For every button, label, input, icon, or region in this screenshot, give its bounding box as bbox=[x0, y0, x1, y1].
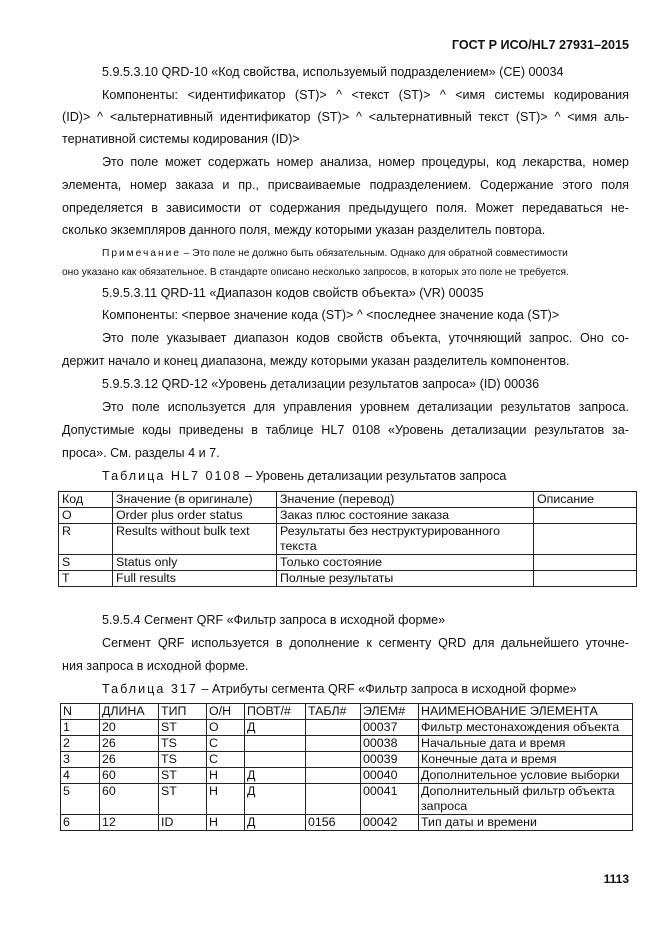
paragraph-line: Компоненты: <первое значение кода (ST)> ^ <последнее значение кода (ST)> bbox=[102, 308, 560, 322]
table-cell: 6 bbox=[61, 815, 100, 831]
table-cell: TS bbox=[159, 736, 207, 752]
table-cell: Результаты без неструктурированного текста bbox=[277, 524, 534, 555]
table-cell: Фильтр местонахождения объекта bbox=[419, 720, 633, 736]
column-header: Код bbox=[59, 492, 113, 508]
table-cell bbox=[306, 720, 361, 736]
note-line: оно указано как обязательное. В стандарте описано несколько запросов, в которых это поле не требуется. bbox=[62, 267, 569, 278]
table-cell: 26 bbox=[100, 736, 159, 752]
paragraph-line: (ID)> ^ <альтернативный идентификатор (ST)> ^ <альтернативный текст (ST)> ^ <имя аль- bbox=[62, 110, 629, 124]
paragraph-line: проса». См. разделы 4 и 7. bbox=[62, 446, 220, 460]
note-label: Примечание bbox=[102, 248, 181, 259]
table-cell: Status only bbox=[113, 555, 277, 571]
column-header: Значение (перевод) bbox=[277, 492, 534, 508]
table-cell: Н bbox=[207, 784, 245, 815]
paragraph-line: Компоненты: <идентификатор (ST)> ^ <текст (ST)> ^ <имя системы кодирования bbox=[102, 88, 629, 102]
table-cell: 00042 bbox=[361, 815, 419, 831]
paragraph-line: сколько экземпляров данного поля, между которыми указан разделитель повтора. bbox=[62, 223, 546, 237]
table-cell: ID bbox=[159, 815, 207, 831]
table-cell: R bbox=[59, 524, 113, 555]
table-cell: 00040 bbox=[361, 768, 419, 784]
table-cell: Тип даты и времени bbox=[419, 815, 633, 831]
column-header: ДЛИНА bbox=[100, 704, 159, 720]
table-cell: Только состояние bbox=[277, 555, 534, 571]
table-cell: ST bbox=[159, 784, 207, 815]
table-cell: Full results bbox=[113, 571, 277, 587]
table-row bbox=[61, 784, 633, 815]
table-cell: 00038 bbox=[361, 736, 419, 752]
table-cell bbox=[245, 736, 306, 752]
table-row bbox=[61, 720, 633, 736]
table-cell: 00037 bbox=[361, 720, 419, 736]
paragraph-line: держит начало и конец диапазона, между которыми указан разделитель компонентов. bbox=[62, 354, 570, 368]
column-header: Описание bbox=[534, 492, 637, 508]
table-cell: 4 bbox=[61, 768, 100, 784]
table-caption-text: – Уровень детализации результатов запроса bbox=[241, 469, 507, 483]
paragraph-line: Это поле может содержать номер анализа, номер процедуры, код лекарства, номер bbox=[102, 155, 629, 169]
table-cell: Д bbox=[245, 815, 306, 831]
table-row bbox=[59, 571, 637, 587]
table-cell: Дополнительный фильтр объекта запроса bbox=[419, 784, 633, 815]
table-cell: 2 bbox=[61, 736, 100, 752]
table-cell bbox=[306, 784, 361, 815]
table-cell: 3 bbox=[61, 752, 100, 768]
paragraph-line: ния запроса в исходной форме. bbox=[62, 659, 249, 673]
section-title-qrf: 5.9.5.4 Сегмент QRF «Фильтр запроса в исходной форме» bbox=[102, 613, 446, 627]
table-cell: Results without bulk text bbox=[113, 524, 277, 555]
column-header: N bbox=[61, 704, 100, 720]
paragraph-line: Допустимые коды приведены в таблице HL7 0108 «Уровень детализации результатов за- bbox=[62, 423, 629, 437]
column-header: ЭЛЕМ# bbox=[361, 704, 419, 720]
table-cell: 5 bbox=[61, 784, 100, 815]
table-cell: 60 bbox=[100, 768, 159, 784]
table-cell: Order plus order status bbox=[113, 508, 277, 524]
table-cell bbox=[534, 524, 637, 555]
table-cell: Д bbox=[245, 784, 306, 815]
column-header: ПОВТ/# bbox=[245, 704, 306, 720]
table-cell: Н bbox=[207, 815, 245, 831]
table-cell: O bbox=[59, 508, 113, 524]
table-header-row bbox=[61, 704, 633, 720]
page-number: 1113 bbox=[603, 872, 629, 886]
table-cell: С bbox=[207, 752, 245, 768]
paragraph-line: определяется в зависимости от содержания предыдущего поля. Может передаваться не- bbox=[62, 201, 629, 215]
paragraph-line: элемента, номер заказа и пр., присваиваемые подразделением. Содержание этого поля bbox=[62, 178, 629, 192]
table-317 bbox=[60, 703, 633, 831]
table-cell: Начальные дата и время bbox=[419, 736, 633, 752]
table-row bbox=[59, 524, 637, 555]
table-cell bbox=[306, 736, 361, 752]
table-row bbox=[61, 752, 633, 768]
table-hl7-0108 bbox=[58, 491, 637, 587]
table-caption bbox=[102, 468, 506, 484]
table-cell: T bbox=[59, 571, 113, 587]
table-caption-label: Таблица 317 bbox=[102, 682, 198, 696]
table-cell: Д bbox=[245, 720, 306, 736]
table-cell: 12 bbox=[100, 815, 159, 831]
section-title-qrd-10: 5.9.5.3.10 QRD-10 «Код свойства, используемый подразделением» (CE) 00034 bbox=[102, 65, 564, 79]
table-caption-label: Таблица HL7 0108 bbox=[102, 469, 242, 483]
column-header: Значение (в оригинале) bbox=[113, 492, 277, 508]
table-cell: 00041 bbox=[361, 784, 419, 815]
table-cell: 26 bbox=[100, 752, 159, 768]
table-caption bbox=[102, 681, 577, 697]
table-cell: О bbox=[207, 720, 245, 736]
table-cell: 00039 bbox=[361, 752, 419, 768]
table-row bbox=[59, 555, 637, 571]
table-row bbox=[61, 736, 633, 752]
paragraph-line: Сегмент QRF используется в дополнение к сегменту QRD для дальнейшего уточне- bbox=[102, 636, 629, 650]
paragraph-line: Это поле используется для управления уровнем детализации результатов запроса. bbox=[102, 400, 629, 414]
paragraph-line: Это поле указывает диапазон кодов свойств объекта, уточняющий запрос. Оно со- bbox=[102, 331, 629, 345]
table-cell: 20 bbox=[100, 720, 159, 736]
table-header-row bbox=[59, 492, 637, 508]
table-caption-text: – Атрибуты сегмента QRF «Фильтр запроса в исходной форме» bbox=[197, 682, 577, 696]
document-header: ГОСТ Р ИСО/HL7 27931–2015 bbox=[451, 38, 629, 52]
table-cell: С bbox=[207, 736, 245, 752]
table-cell bbox=[534, 555, 637, 571]
table-cell: ST bbox=[159, 720, 207, 736]
table-cell bbox=[534, 571, 637, 587]
table-cell: Дополнительное условие выборки bbox=[419, 768, 633, 784]
table-cell: Н bbox=[207, 768, 245, 784]
section-title-qrd-11: 5.9.5.3.11 QRD-11 «Диапазон кодов свойств объекта» (VR) 00035 bbox=[102, 286, 484, 300]
table-cell bbox=[306, 752, 361, 768]
table-cell: TS bbox=[159, 752, 207, 768]
table-row bbox=[59, 508, 637, 524]
note-line bbox=[102, 246, 568, 262]
table-cell: Полные результаты bbox=[277, 571, 534, 587]
table-cell: ST bbox=[159, 768, 207, 784]
column-header: О/Н bbox=[207, 704, 245, 720]
table-cell: Конечные дата и время bbox=[419, 752, 633, 768]
section-title-qrd-12: 5.9.5.3.12 QRD-12 «Уровень детализации результатов запроса» (ID) 00036 bbox=[102, 377, 540, 391]
table-cell: Заказ плюс состояние заказа bbox=[277, 508, 534, 524]
column-header: ТАБЛ# bbox=[306, 704, 361, 720]
table-cell: Д bbox=[245, 768, 306, 784]
table-cell bbox=[534, 508, 637, 524]
table-row bbox=[61, 815, 633, 831]
table-cell: 1 bbox=[61, 720, 100, 736]
table-cell: 60 bbox=[100, 784, 159, 815]
table-cell bbox=[245, 752, 306, 768]
table-row bbox=[61, 768, 633, 784]
table-cell: 0156 bbox=[306, 815, 361, 831]
column-header: ТИП bbox=[159, 704, 207, 720]
table-cell bbox=[306, 768, 361, 784]
table-cell: S bbox=[59, 555, 113, 571]
paragraph-line: тернативной системы кодирования (ID)> bbox=[62, 132, 300, 146]
note-text: – Это поле не должно быть обязательным. Однако для обратной совместимости bbox=[180, 248, 568, 259]
column-header: НАИМЕНОВАНИЕ ЭЛЕМЕНТА bbox=[419, 704, 633, 720]
